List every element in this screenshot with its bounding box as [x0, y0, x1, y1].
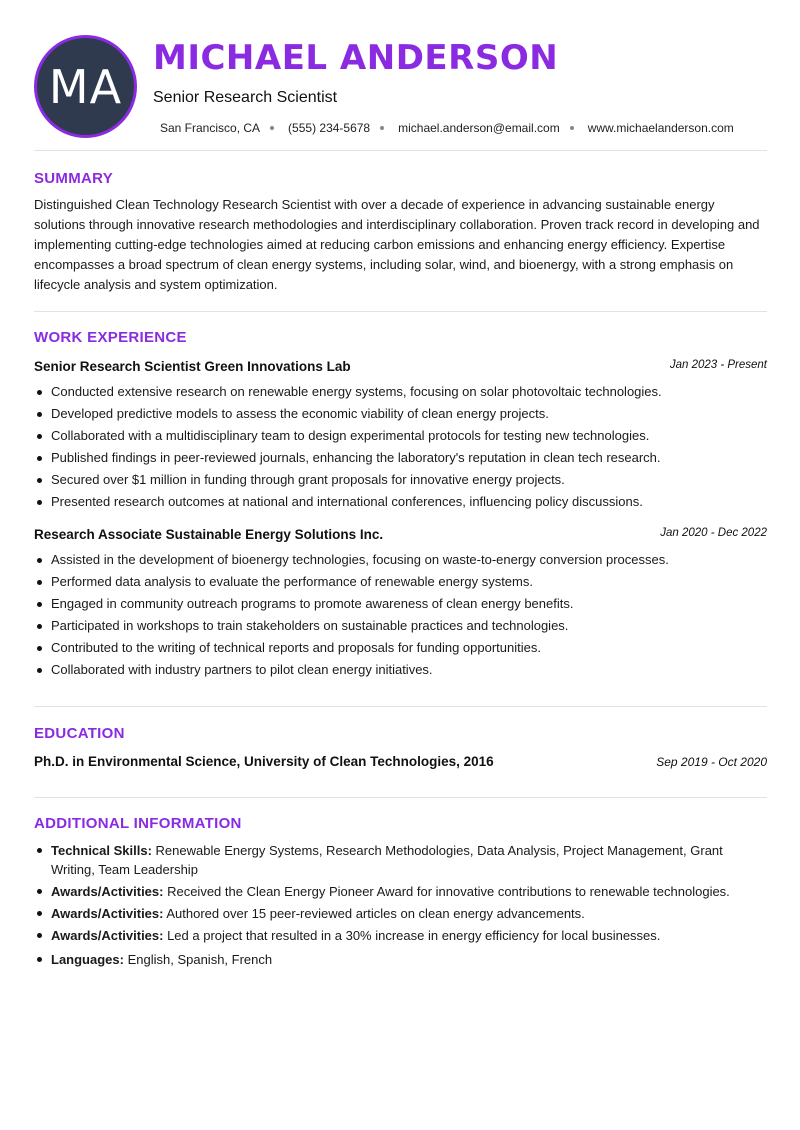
summary-heading: SUMMARY: [34, 170, 114, 187]
list-item: Engaged in community outreach programs to promote awareness of clean energy benefits.: [34, 593, 767, 615]
list-item: Collaborated with a multidisciplinary team to design experimental protocols for testing new technologies.: [34, 425, 767, 447]
additional-heading: ADDITIONAL INFORMATION: [34, 815, 242, 832]
section-divider: [34, 706, 767, 707]
list-item: Conducted extensive research on renewable energy systems, focusing on solar photovoltaic technologies.: [34, 381, 767, 403]
job-title: Senior Research Scientist: [153, 89, 338, 106]
list-item: Collaborated with industry partners to pilot clean energy initiatives.: [34, 659, 767, 681]
section-divider: [34, 150, 767, 151]
item-label: Awards/Activities:: [51, 906, 164, 921]
contact-location: San Francisco, CA: [160, 121, 261, 135]
job-date: Jan 2020 - Dec 2022: [660, 527, 767, 539]
experience-heading: WORK EXPERIENCE: [34, 329, 187, 346]
job-bullets: [34, 381, 767, 513]
job-header: [34, 526, 767, 544]
item-text: Received the Clean Energy Pioneer Award for innovative contributions to renewable technologies.: [163, 884, 730, 899]
summary-text: Distinguished Clean Technology Research Scientist with over a decade of experience in advancing sustainable energy solutions through innovative research methodologies and interdisciplinary collaboration. Proven track record in developing and implementing cutting-edge technologies aimed at reducing carbon emissions and enhancing energy efficiency. Expertise encompasses a broad spectrum of clean energy systems, including solar, wind, and bioenergy, with a strong emphasis on lifecycle analysis and system optimization.: [34, 197, 760, 292]
list-item: [34, 904, 767, 923]
list-item: Contributed to the writing of technical reports and proposals for funding opportunities.: [34, 637, 767, 659]
list-item: Participated in workshops to train stakeholders on sustainable practices and technologies.: [34, 615, 767, 637]
list-item: Published findings in peer-reviewed journals, enhancing the laboratory's reputation in clean tech research.: [34, 447, 767, 469]
list-item: [34, 926, 767, 945]
list-item: Presented research outcomes at national and international conferences, influencing policy discussions.: [34, 491, 767, 513]
list-item: [34, 841, 767, 879]
additional-list: [34, 841, 767, 972]
contact-phone: (555) 234-5678: [288, 121, 371, 135]
avatar: [34, 35, 137, 138]
item-label: Technical Skills:: [51, 843, 152, 858]
item-text: Authored over 15 peer-reviewed articles on clean energy advancements.: [163, 906, 585, 921]
list-item: [34, 950, 767, 969]
item-label: Awards/Activities:: [51, 928, 164, 943]
item-text: Led a project that resulted in a 30% increase in energy efficiency for local businesses.: [163, 928, 661, 943]
section-divider: [34, 797, 767, 798]
job-role: Research Associate Sustainable Energy Solutions Inc.: [34, 527, 384, 542]
list-item: Assisted in the development of bioenergy technologies, focusing on waste-to-energy conversion processes.: [34, 549, 767, 571]
contact-email[interactable]: michael.anderson@email.com: [398, 121, 560, 135]
job-role: Senior Research Scientist Green Innovations Lab: [34, 359, 351, 374]
contact-website[interactable]: www.michaelanderson.com: [587, 121, 734, 135]
education-date: Sep 2019 - Oct 2020: [656, 755, 767, 769]
job-bullets: [34, 549, 767, 681]
contact-bar: [160, 121, 734, 135]
resume-header: [0, 0, 800, 150]
item-label: Awards/Activities:: [51, 884, 164, 899]
avatar-initials: MA: [48, 59, 123, 114]
education-heading: EDUCATION: [34, 725, 125, 742]
list-item: Performed data analysis to evaluate the performance of renewable energy systems.: [34, 571, 767, 593]
education-degree: Ph.D. in Environmental Science, University of Clean Technologies, 2016: [34, 754, 494, 769]
separator-dot: [380, 126, 384, 130]
education-entry: [34, 753, 767, 771]
candidate-name: MICHAEL ANDERSON: [153, 38, 559, 78]
item-text: Renewable Energy Systems, Research Methodologies, Data Analysis, Project Management, Grant Writing, Team Leadership: [51, 843, 723, 877]
item-text: English, Spanish, French: [123, 952, 273, 967]
job-date: Jan 2023 - Present: [669, 359, 767, 371]
list-item: Developed predictive models to assess the economic viability of clean energy projects.: [34, 403, 767, 425]
item-label: Languages:: [51, 952, 124, 967]
separator-dot: [570, 126, 574, 130]
section-divider: [34, 311, 767, 312]
list-item: [34, 882, 767, 901]
job-header: [34, 358, 767, 376]
list-item: Secured over $1 million in funding through grant proposals for innovative energy projects.: [34, 469, 767, 491]
separator-dot: [270, 126, 274, 130]
